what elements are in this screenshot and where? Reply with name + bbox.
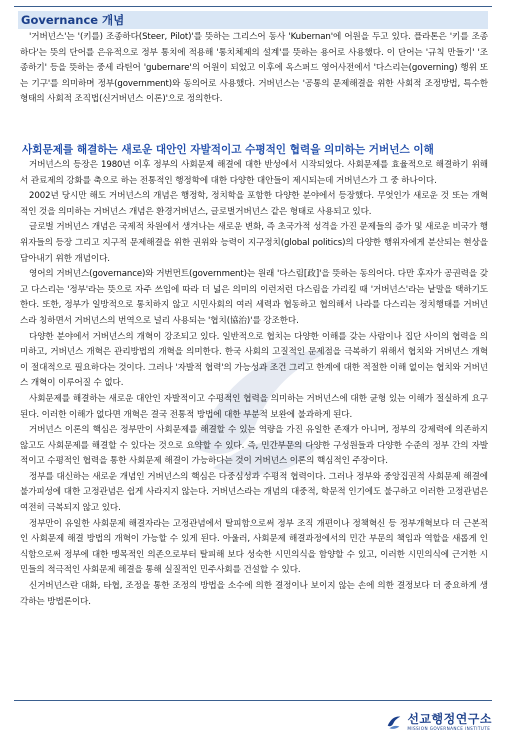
intro-paragraph: '거버넌스'는 '(키를) 조종하다(Steer, Pilot)'를 뜻하는 그리스어 동사 'Kubernan'에 어원을 두고 있다. 플라톤은 '키를 조종하다'는 뜻의 단어를 은유적으로 정부 통치에 적용해 '통치체제의 설계'를 뜻하는 용어로 사용했다. 이 단어는 '규칙 만들기' '조종하기' 등을 뜻하는 중세 라틴어 'gubernare'의 어원이 되었고 이후에 옥스퍼드 영어사전에서 '다스리는(governing) 행위 또는 기구'를 의미하며 정부(government)와 동의어로 사용했다. 거버넌스는 '공통의 문제해결을 위한 사회적 조정방법, 특수한 형태의 사회적 조직법(신거버넌스 이론)'으로 정의한다. [20,32,488,105]
body-paragraph-5: 다양한 분야에서 거버넌스의 개혁이 강조되고 있다. 일반적으로 협치는 다양한 이해를 갖는 사람이나 집단 사이의 협력을 의미하고, 거버넌스 개혁은 관리방법의 개혁을 의미한다. 한국 사회의 고질적인 문제점을 극복하기 위해서 협치와 거버넌스 개혁이 절대적으로 필요하다는 것이다. 그러나 '자발적 협력'의 가능성과 조건 그리고 한계에 대한 적절한 이해 없이는 협치와 거버넌스 개혁이 이루어질 수 없다. [20,331,488,389]
org-name-korean: 선교행정연구소 [407,711,492,726]
institute-logo-icon [385,713,403,731]
footer-logo [385,710,492,734]
body-paragraph-7: 거버넌스 이론의 핵심은 정부만이 사회문제를 해결할 수 있는 역량을 가진 유일한 존재가 아니며, 정부의 강제력에 의존하지 않고도 사회문제를 해결할 수 있다는 것으로 요약할 수 있다. 즉, 민간부문의 다양한 구성원들과 다양한 수준의 정부 간의 자발적이고 수평적인 협력을 통한 사회문제 해결이 가능하다는 것이 거버넌스 이론의 핵심적인 주장이다. [20,425,488,467]
body-paragraph-10: 신거버넌스란 대화, 타협, 조정을 통한 조정의 방법을 소수에 의한 결정이나 보이지 않는 손에 의한 결정보다 더 중요하게 생각하는 방법론이다. [20,581,488,607]
top-divider [14,6,492,7]
body-paragraph-1: 거버넌스의 등장은 1980년 이후 정부의 사회문제 해결에 대한 반성에서 시작되었다. 사회문제를 효율적으로 해결하기 위해서 관료제의 강화를 축으로 하는 전통적인 행정학에 대한 다양한 대안들이 제시되는데 거버넌스가 그 중 하나이다. [20,160,488,186]
subheading: 사회문제를 해결하는 새로운 대안인 자발적이고 수평적인 협력을 의미하는 거버넌스 이해 [22,144,434,156]
intro-block [20,30,488,108]
body-paragraph-8: 정부를 대신하는 새로운 개념인 거버넌스의 핵심은 다중심성과 수평적 협력이다. 그러나 정부와 중앙집권적 사회문제 해결에 불가피성에 대한 고정관념은 쉽게 사라지지 않는다. 거버넌스라는 개념의 대중적, 학문적 인기에도 불구하고 이러한 고정관념은 여전히 극복되지 않고 있다. [20,471,488,514]
body-paragraph-9: 정부만이 유일한 사회문제 해결자라는 고정관념에서 탈피함으로써 정부 조직 개편이나 정책혁신 등 정부개혁보다 더 근본적인 사회문제 해결 방법의 개혁이 가능할 수 있게 된다. 아울러, 사회문제 해결과정에서의 민간 부문의 책임과 역할을 새롭게 인식함으로써 정부에 대한 맹목적인 의존으로부터 탈피해 보다 성숙한 시민의식을 함양할 수 있고, 이러한 시민의식에 근거한 시민들의 적극적인 사회문제 해결을 통해 실질적인 민주사회를 건설할 수 있다. [20,518,488,576]
body-paragraph-3: 글로벌 거버넌스 개념은 국제적 차원에서 생겨나는 새로운 변화, 즉 초국가적 성격을 가진 문제들의 증가 및 새로운 비국가 행위자들의 등장 그리고 지구적 문제해결을 위한 권위와 능력이 지구정치(global politics)의 다양한 행위자에게 분산되는 현상을 담아내기 위한 개념이다. [20,222,488,264]
section-title: Governance 개념 [18,11,488,29]
org-name-english: MISSION GOVERNANCE INSTITUTE [407,725,491,731]
body-block [20,158,488,610]
body-paragraph-6: 사회문제를 해결하는 새로운 대안인 자발적이고 수평적인 협력을 의미하는 거버넌스에 대한 균형 있는 이해가 절실하게 요구된다. 이러한 이해가 없다면 개혁은 결국 전통적 방법에 대한 부분적 보완에 불과하게 된다. [20,393,488,420]
bottom-divider [14,700,492,701]
body-paragraph-2: 2002년 당시만 해도 거버넌스의 개념은 행정학, 정치학을 포함한 다양한 분야에서 등장했다. 무엇인가 새로운 것 또는 개혁적인 것을 의미하는 거버넌스 개념은 환경거버넌스, 글로벌거버넌스 같은 형태로 사용되고 있다. [20,191,488,217]
body-paragraph-4: 영어의 거버넌스(governance)와 거번먼트(government)는 원래 '다스림[政]'을 뜻하는 동의어다. 다만 후자가 공권력을 갖고 다스리는 '정부'라는 뜻으로 자주 쓰임에 따라 더 넓은 의미의 이런저런 다스림을 가리킬 때 '거버넌스'라는 낱말을 택하기도 한다. 또한, 정부가 일방적으로 통치하지 않고 시민사회의 여러 세력과 협동하고 협의해서 나라를 다스리는 정치행태를 거버넌스라 칭하면서 거버넌스의 번역으로 널리 사용되는 '협치(協治)'를 강조한다. [20,269,488,326]
